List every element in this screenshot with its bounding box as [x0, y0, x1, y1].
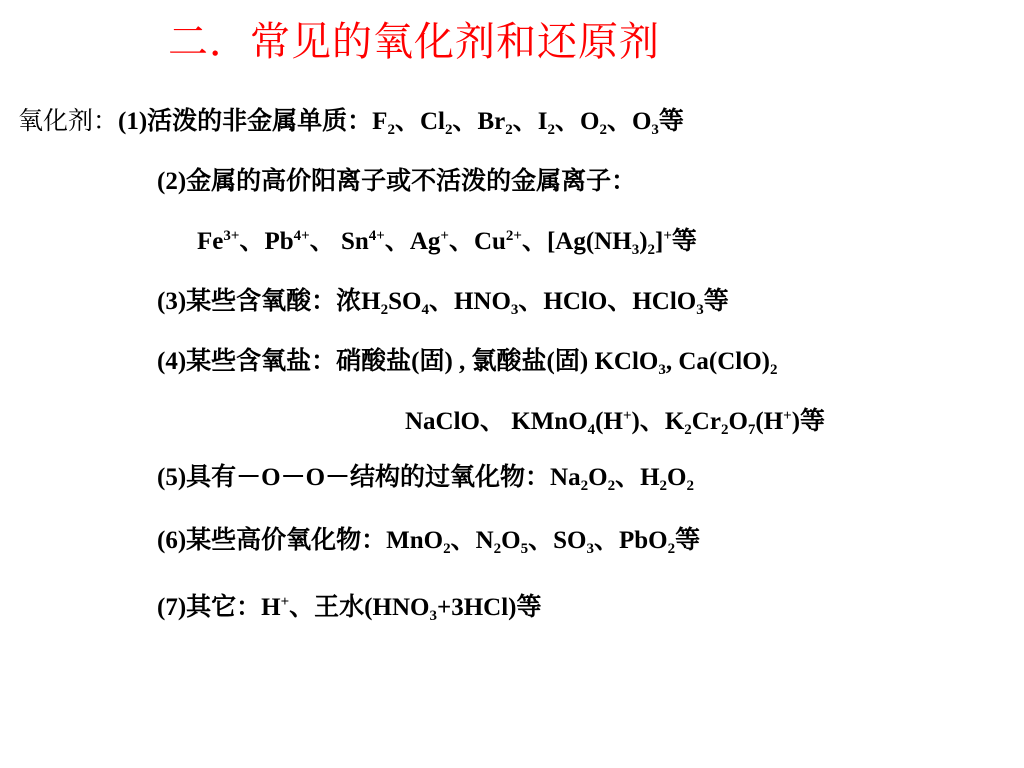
text-run: 、SO [528, 527, 587, 554]
text-run: 、I [512, 108, 548, 135]
subscript: 3 [429, 608, 437, 624]
subscript: 2 [443, 541, 451, 557]
text-run: 等 [671, 228, 697, 255]
text-run: 、N [450, 527, 494, 554]
text-run: O [501, 527, 521, 554]
subscript: 3 [658, 362, 666, 378]
superscript: + [663, 228, 672, 244]
oxidant-item-6 [157, 525, 700, 557]
text-run: 、HClO、HClO [518, 288, 697, 315]
text-run: 、PbO [593, 527, 668, 554]
subscript: 7 [747, 422, 756, 438]
text-run: +3HCl)等 [436, 594, 542, 621]
text-run: NaClO、 KMnO [405, 408, 588, 435]
text-run: (4)某些含氧盐：硝酸盐(固) , 氯酸盐(固) KClO [157, 348, 659, 375]
oxidant-item-2-ions [197, 226, 697, 258]
subscript: 3 [510, 302, 519, 318]
text-run: 、Br [452, 108, 506, 135]
text-run: (2)金属的高价阳离子或不活泼的金属离子： [157, 168, 637, 195]
subscript: 5 [520, 541, 529, 557]
superscript: 4+ [293, 228, 310, 244]
oxidant-item-4-salts [405, 406, 825, 438]
subscript: 2 [720, 422, 729, 438]
subscript: 3 [651, 122, 659, 138]
subscript: 2 [387, 122, 395, 138]
text-run: 、Ag [384, 228, 441, 255]
text-run: Fe [197, 228, 224, 255]
text-run: Cr [691, 408, 721, 435]
text-run: ] [655, 228, 664, 255]
subscript: 4 [587, 422, 596, 438]
slide-title: 二．常见的氧化剂和还原剂 [168, 19, 660, 65]
text-run: O [667, 464, 687, 491]
text-run: 、O [606, 108, 652, 135]
subscript: 2 [647, 242, 656, 258]
text-run: 、Pb [239, 228, 294, 255]
subscript: 2 [686, 478, 694, 494]
superscript: + [622, 408, 632, 424]
superscript: + [280, 594, 290, 610]
subscript: 3 [631, 242, 640, 258]
text-run: 等 [675, 527, 701, 554]
superscript: 2+ [505, 228, 522, 244]
subscript: 3 [586, 541, 594, 557]
subscript: 4 [421, 302, 429, 318]
text-run: 、[Ag(NH [521, 228, 632, 255]
text-run: (6)某些高价氧化物：MnO [157, 527, 444, 554]
superscript: + [440, 228, 449, 244]
text-run: (7)其它：H [157, 594, 281, 621]
subscript: 2 [599, 122, 607, 138]
subscript: 2 [667, 541, 676, 557]
text-run: 等 [703, 288, 729, 315]
text-run: , Ca(ClO) [665, 348, 771, 375]
subscript: 2 [547, 122, 555, 138]
subscript: 2 [380, 302, 389, 318]
subscript: 2 [684, 422, 692, 438]
text-run: 、Cl [394, 108, 445, 135]
subscript: 3 [696, 302, 704, 318]
oxidant-item-5 [157, 462, 694, 494]
subscript: 2 [770, 362, 778, 378]
subscript: 2 [607, 478, 616, 494]
subscript: 2 [580, 478, 589, 494]
subscript: 2 [444, 122, 453, 138]
superscript: + [783, 408, 792, 424]
text-run: 、Cu [448, 228, 506, 255]
subscript: 2 [505, 122, 513, 138]
subscript: 2 [493, 541, 502, 557]
text-run: 、 Sn [309, 228, 369, 255]
text-run: 、O [554, 108, 600, 135]
oxidant-item-3 [157, 286, 729, 318]
text-run: ) [639, 228, 648, 255]
text-run: (5)具有－O－O－结构的过氧化物：Na [157, 464, 581, 491]
text-run: (1)活泼的非金属单质：F [118, 108, 388, 135]
oxidant-item-1 [18, 106, 684, 138]
oxidant-item-7 [157, 592, 541, 624]
superscript: 4+ [368, 228, 385, 244]
oxidants-label: 氧化剂： [18, 108, 119, 135]
text-run: O [728, 408, 748, 435]
text-run: SO [388, 288, 422, 315]
subscript: 2 [659, 478, 668, 494]
text-run: 、H [615, 464, 660, 491]
superscript: 3+ [223, 228, 240, 244]
text-run: 等 [658, 108, 684, 135]
text-run: (3)某些含氧酸：浓H [157, 288, 381, 315]
text-run: O [588, 464, 608, 491]
text-run: )、K [631, 408, 685, 435]
text-run: )等 [791, 408, 826, 435]
text-run: 、王水(HNO [289, 594, 430, 621]
text-run: 、HNO [428, 288, 511, 315]
text-run: (H [755, 408, 784, 435]
oxidant-item-4 [157, 346, 778, 378]
oxidant-item-2 [157, 166, 636, 198]
text-run: (H [595, 408, 623, 435]
